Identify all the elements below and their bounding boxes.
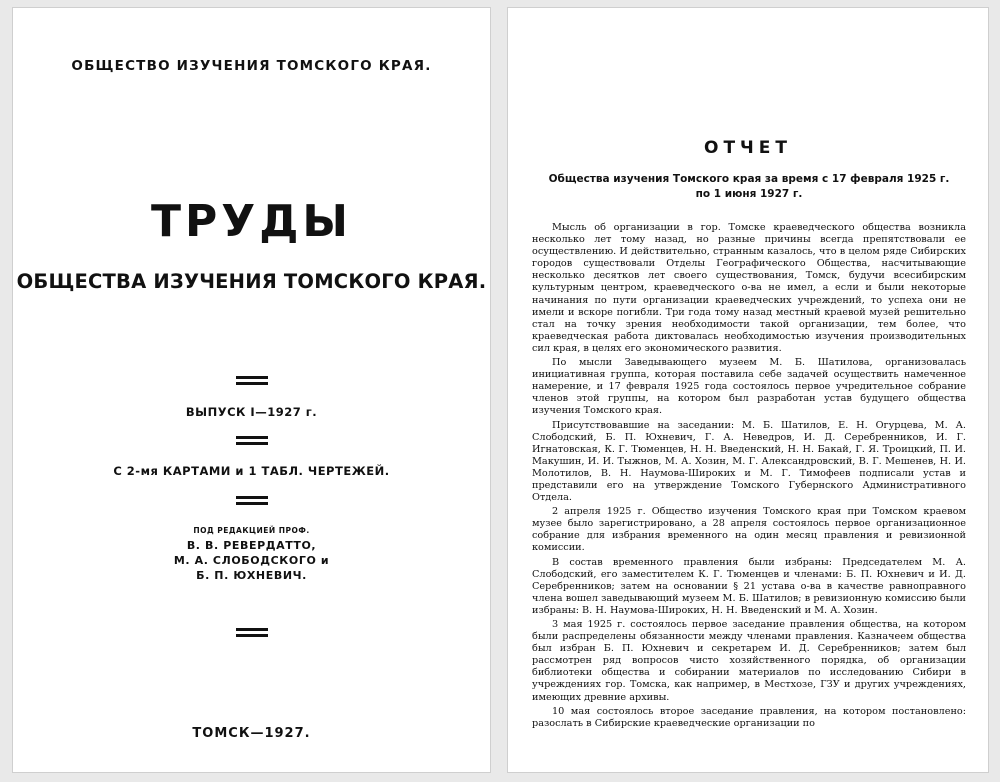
maps-line: С 2-мя КАРТАМИ и 1 ТАБЛ. ЧЕРТЕЖЕЙ.: [113, 464, 390, 478]
double-rule-divider: [236, 436, 268, 445]
editors-label: ПОД РЕДАКЦИЕЙ ПРОФ.: [193, 526, 310, 535]
paragraph: По мысли Заведывающего музеем М. Б. Шатилова, организовалась инициативная группа, которая поставила себе задачей осуществить намеченное намерение, и 17 февраля 1925 года состоялось первое учредительное собрание членов этой группы, на котором был разработан устав будущего общества изучения Томского края.: [532, 357, 966, 417]
city-year: ТОМСК—1927.: [192, 726, 311, 741]
book-title: ТРУДЫ: [151, 196, 352, 247]
issue-line: ВЫПУСК I—1927 г.: [185, 405, 318, 419]
editor-name: В. В. РЕВЕРДАТТО,: [186, 539, 317, 552]
society-header: ОБЩЕСТВО ИЗУЧЕНИЯ ТОМСКОГО КРАЯ.: [71, 58, 432, 74]
double-rule-divider: [236, 496, 268, 505]
report-heading: ОТЧЕТ: [704, 138, 792, 158]
editor-name: Б. П. ЮХНЕВИЧ.: [196, 569, 307, 582]
report-body: [532, 222, 966, 732]
editor-name: М. А. СЛОБОДСКОГО и: [173, 554, 330, 567]
report-subheading-line: по 1 июня 1927 г.: [695, 188, 803, 200]
paragraph: Мысль об организации в гор. Томске краеведческого общества возникла несколько лет тому назад, но разные причины всегда препятствовали ее осуществлению. И действительно, странным казалось, что в целом ряде Сибирских городов существовали Отделы Географического Общества, насчитывающие несколько десятков лет своего существования, Томск, будучи всесибирским культурным центром, краеведческого о-ва не имел, а если и были некоторые начинания по пути организации краеведческих учреждений, то успеха они не имели и вскоре погибли. Три года тому назад местный краевой музей решительно стал на точку зрения необходимости такой организации, тем более, что краеведческая работа диктовалась необходимостью изучения производительных сил края, в целях его экономического развития.: [532, 222, 966, 354]
paragraph: 10 мая состоялось второе заседание правления, на котором постановлено: разослать в Сибирские краеведческие организации по: [532, 705, 966, 729]
report-subheading: [528, 172, 970, 202]
paragraph: Присутствовавшие на заседании: М. Б. Шатилов, Е. Н. Огурцева, М. А. Слободский, Б. П. Юхневич, Г. А. Неведров, И. Д. Серебренников, И. Г. Игнатовская, К. Г. Тюменцев, Н. Н. Введенский, Н. Н. Бакай, Г. Я. Троицкий, П. И. Макушин, И. И. Тыжнов, М. А. Хозин, М. Г. Александровский, В. Г. Мешенев, Н. И. Молотилов, В. Н. Наумова-Широких и М. Г. Тимофеев подписали устав и представили его на утверждение Томского Губернского Административного Отдела.: [532, 419, 966, 504]
editors-block: [13, 526, 490, 583]
double-rule-divider: [236, 628, 268, 637]
report-subheading-line: Общества изучения Томского края за время с 17 февраля 1925 г.: [548, 173, 950, 185]
paragraph: В состав временного правления были избраны: Председателем М. А. Слободский, его заместителем К. Г. Тюменцев и членами: Б. П. Юхневич и И. Д. Серебренников; затем на основании § 21 устава о-ва в качестве равноправного члена вошел заведывающий музеем М. Б. Шатилов; в ревизионную комиссию были избраны: В. Н. Наумова-Широких, Н. Н. Введенский и М. А. Хозин.: [532, 556, 966, 616]
double-rule-divider: [236, 376, 268, 385]
paragraph: 3 мая 1925 г. состоялось первое заседание правления общества, на котором были распределены обязанности между членами правления. Казначеем общества был избран Б. П. Юхневич и секретарем И. Д. Серебренников; затем был рассмотрен ряд вопросов чисто хозяйственного порядка, об организации библиотеки общества и собирании материалов по исследованию Сибири в учреждениях гор. Томска, как например, в Местхозе, ГЗУ и других учреждениях, имеющих древние архивы.: [532, 619, 966, 703]
paragraph: 2 апреля 1925 г. Общество изучения Томского края при Томском краевом музее было зарегистрировано, а 28 апреля состоялось первое организационное собрание для избрания временного на один месяц правления и ревизионной комиссии.: [532, 506, 966, 554]
book-subtitle: ОБЩЕСТВА ИЗУЧЕНИЯ ТОМСКОГО КРАЯ.: [16, 270, 487, 293]
report-page: [507, 7, 989, 773]
title-page: [12, 7, 491, 773]
